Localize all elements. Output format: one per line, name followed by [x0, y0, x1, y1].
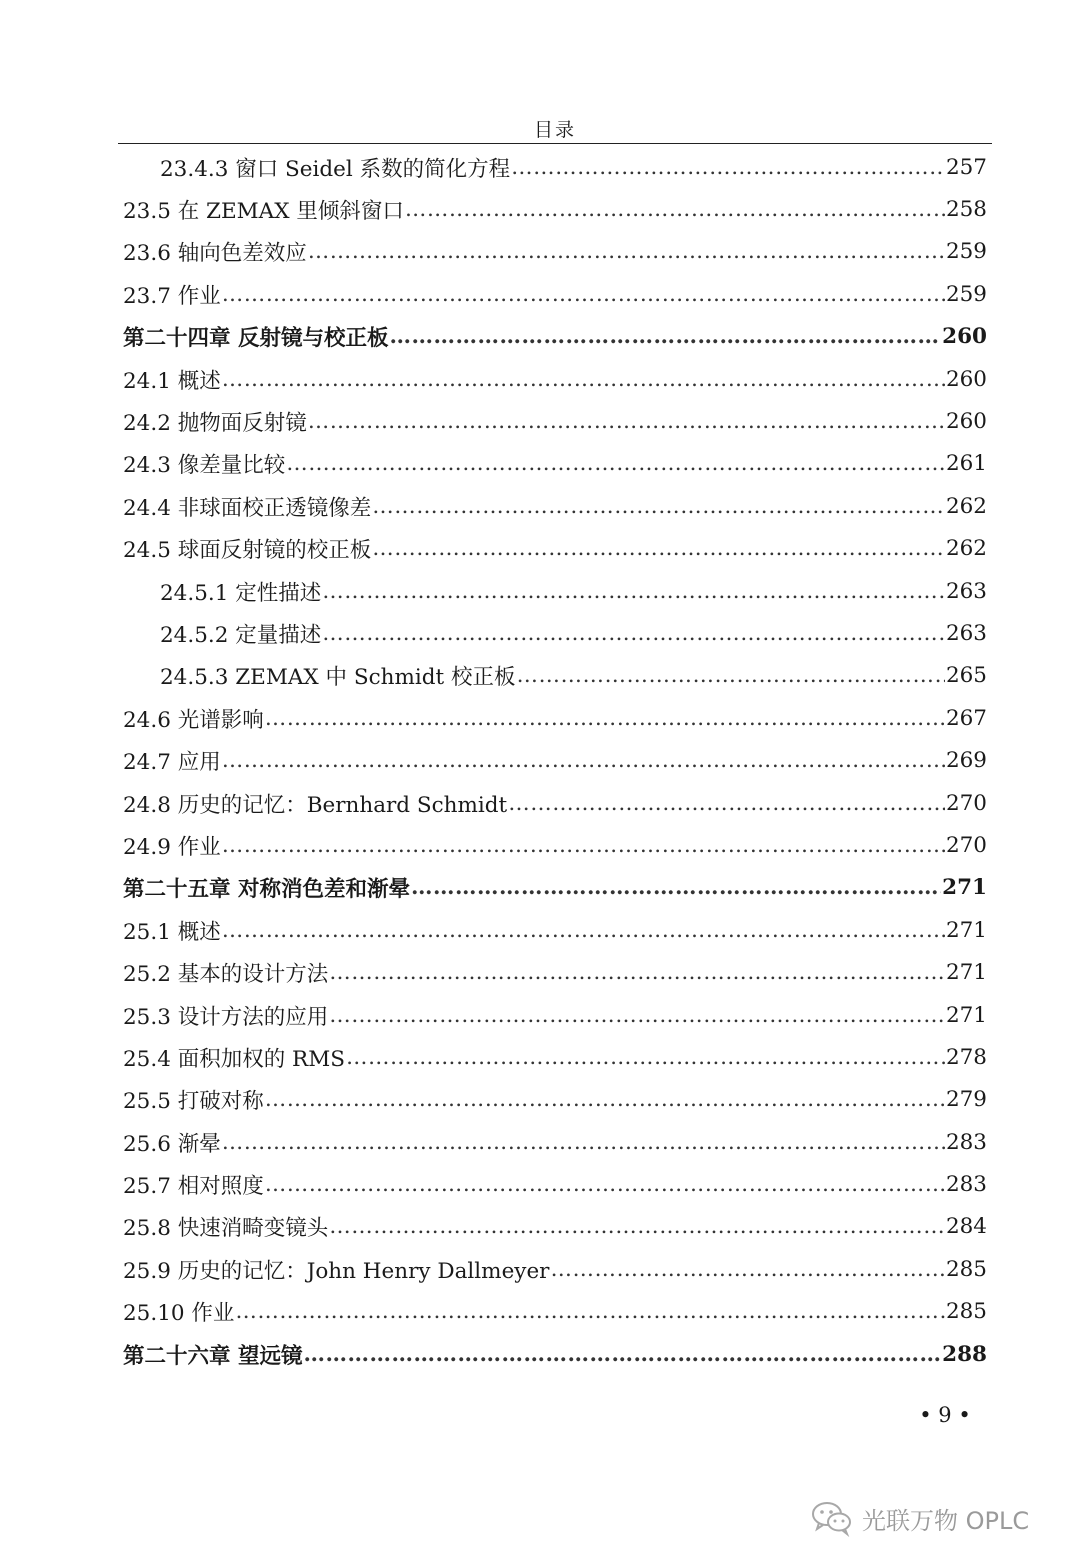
- toc-entry-page: 257: [945, 154, 987, 180]
- toc-entry-title: 25.8 快速消畸变镜头: [123, 1216, 329, 1242]
- toc-entry[interactable]: [0, 400, 1080, 442]
- toc-entry-page: 265: [945, 663, 987, 689]
- toc-entry[interactable]: [0, 612, 1080, 654]
- toc-entry-title: 25.5 打破对称: [123, 1089, 264, 1115]
- toc-entry-title: 24.5.1 定性描述: [160, 580, 322, 606]
- toc-entry[interactable]: [0, 1291, 1080, 1333]
- toc-entry-title: 24.5 球面反射镜的校正板: [123, 538, 372, 564]
- toc-entry-title: 25.1 概述: [123, 919, 221, 945]
- toc-dot-leader: [329, 960, 945, 985]
- watermark-text: 光联万物 OPLC: [862, 1506, 1030, 1535]
- toc-entry-page: 259: [945, 239, 987, 265]
- toc-entry-title: 第二十六章 望远镜: [123, 1343, 303, 1369]
- toc-entry-page: 269: [945, 748, 987, 774]
- toc-entry-page: 284: [945, 1214, 987, 1240]
- toc-dot-leader: [511, 155, 945, 180]
- toc-dot-leader: [265, 1172, 945, 1197]
- toc-dot-leader: [222, 748, 945, 773]
- toc-entry[interactable]: [0, 443, 1080, 485]
- toc-entry-page: 260: [945, 409, 987, 435]
- toc-entry-page: 285: [945, 1256, 987, 1282]
- toc-entry-page: 259: [945, 281, 987, 307]
- toc-entry-page: 263: [945, 620, 987, 646]
- toc-dot-leader: [286, 451, 945, 476]
- toc-entry[interactable]: [0, 188, 1080, 230]
- toc-entry-title: 25.2 基本的设计方法: [123, 962, 329, 988]
- toc-entry[interactable]: [0, 528, 1080, 570]
- toc-entry-page: 270: [945, 790, 987, 816]
- toc-entry-page: 288: [942, 1341, 987, 1367]
- toc-entry-title: 24.8 历史的记忆：Bernhard Schmidt: [123, 792, 508, 818]
- toc-entry-page: 263: [945, 578, 987, 604]
- toc-entry[interactable]: [0, 951, 1080, 993]
- toc-entry[interactable]: [0, 570, 1080, 612]
- toc-dot-leader: [222, 918, 945, 943]
- toc-entry[interactable]: [0, 994, 1080, 1036]
- toc-entry-title: 25.6 渐晕: [123, 1131, 221, 1157]
- toc-entry[interactable]: [0, 782, 1080, 824]
- toc-entry-page: 285: [945, 1299, 987, 1325]
- wechat-icon: [810, 1498, 854, 1538]
- toc-entry[interactable]: [0, 867, 1080, 909]
- toc-entry-title: 24.1 概述: [123, 368, 221, 394]
- toc-dot-leader: [508, 791, 945, 816]
- toc-entry[interactable]: [0, 358, 1080, 400]
- toc-entry-title: 第二十四章 反射镜与校正板: [123, 326, 389, 352]
- toc-entry-page: 260: [942, 324, 987, 350]
- toc-dot-leader: [322, 579, 945, 604]
- toc-entry-title: 25.3 设计方法的应用: [123, 1004, 329, 1030]
- toc-entry-title: 24.4 非球面校正透镜像差: [123, 495, 372, 521]
- toc-entry-page: 262: [945, 536, 987, 562]
- toc-entry-page: 271: [945, 1002, 987, 1028]
- header-rule: [118, 143, 992, 144]
- toc-entry-page: 283: [945, 1172, 987, 1198]
- page-number: • 9 •: [919, 1403, 971, 1427]
- toc-entry-title: 23.5 在 ZEMAX 里倾斜窗口: [123, 199, 404, 225]
- toc-dot-leader: [222, 833, 945, 858]
- toc-entry[interactable]: [0, 146, 1080, 188]
- toc-entry[interactable]: [0, 739, 1080, 781]
- toc-entry-title: 24.6 光谱影响: [123, 707, 264, 733]
- toc-dot-leader: [329, 1003, 945, 1028]
- toc-entry-title: 23.7 作业: [123, 283, 221, 309]
- toc-entry[interactable]: [0, 1333, 1080, 1375]
- toc-entry-title: 25.9 历史的记忆：John Henry Dallmeyer: [123, 1258, 550, 1284]
- toc-entry-title: 24.7 应用: [123, 750, 221, 776]
- toc-entry-page: 271: [942, 875, 987, 901]
- toc-entry[interactable]: [0, 1079, 1080, 1121]
- toc-entry-page: 271: [945, 960, 987, 986]
- toc-entry-title: 24.3 像差量比较: [123, 453, 286, 479]
- toc-entry-title: 23.4.3 窗口 Seidel 系数的简化方程: [160, 156, 511, 182]
- toc-entry[interactable]: [0, 231, 1080, 273]
- toc-entry[interactable]: [0, 1121, 1080, 1163]
- toc-dot-leader: [405, 197, 945, 222]
- toc-dot-leader: [550, 1257, 945, 1282]
- toc-entry[interactable]: [0, 1163, 1080, 1205]
- toc-dot-leader: [411, 875, 941, 900]
- toc-dot-leader: [222, 282, 945, 307]
- toc-entry[interactable]: [0, 824, 1080, 866]
- toc-dot-leader: [390, 324, 942, 349]
- toc-entry-title: 25.4 面积加权的 RMS: [123, 1046, 345, 1072]
- toc-dot-leader: [265, 1087, 945, 1112]
- toc-entry-title: 24.9 作业: [123, 834, 221, 860]
- toc-dot-leader: [308, 239, 945, 264]
- toc-entry[interactable]: [0, 1248, 1080, 1290]
- toc-entry-page: 262: [945, 493, 987, 519]
- toc-entry-title: 25.10 作业: [123, 1301, 235, 1327]
- toc-dot-leader: [372, 494, 945, 519]
- toc-entry[interactable]: [0, 485, 1080, 527]
- toc-entry[interactable]: [0, 273, 1080, 315]
- watermark: [810, 1498, 1029, 1538]
- toc-dot-leader: [517, 663, 945, 688]
- toc-dot-leader: [265, 706, 945, 731]
- toc-entry-page: 283: [945, 1129, 987, 1155]
- toc-dot-leader: [372, 536, 945, 561]
- toc-entry[interactable]: [0, 697, 1080, 739]
- toc-entry-title: 24.5.3 ZEMAX 中 Schmidt 校正板: [160, 665, 516, 691]
- table-of-contents: [0, 146, 1080, 1375]
- toc-dot-leader: [346, 1045, 945, 1070]
- toc-entry-title: 23.6 轴向色差效应: [123, 241, 307, 267]
- toc-entry[interactable]: [0, 316, 1080, 358]
- toc-dot-leader: [235, 1299, 945, 1324]
- toc-dot-leader: [329, 1214, 945, 1239]
- toc-dot-leader: [304, 1342, 942, 1367]
- toc-entry-title: 第二十五章 对称消色差和渐晕: [123, 877, 410, 903]
- toc-dot-leader: [222, 1130, 945, 1155]
- toc-dot-leader: [322, 621, 945, 646]
- toc-entry-page: 271: [945, 917, 987, 943]
- toc-entry[interactable]: [0, 1206, 1080, 1248]
- toc-entry-page: 258: [945, 197, 987, 223]
- toc-entry-title: 25.7 相对照度: [123, 1174, 264, 1200]
- toc-entry[interactable]: [0, 909, 1080, 951]
- toc-entry-page: 261: [945, 451, 987, 477]
- toc-entry-page: 270: [945, 832, 987, 858]
- toc-entry-page: 267: [945, 705, 987, 731]
- toc-entry-page: 278: [945, 1044, 987, 1070]
- toc-entry-title: 24.5.2 定量描述: [160, 622, 322, 648]
- toc-dot-leader: [308, 409, 945, 434]
- toc-entry[interactable]: [0, 1036, 1080, 1078]
- toc-entry-title: 24.2 抛物面反射镜: [123, 411, 307, 437]
- toc-entry-page: 279: [945, 1087, 987, 1113]
- toc-entry-page: 260: [945, 366, 987, 392]
- toc-dot-leader: [222, 367, 945, 392]
- page-header-title: 目录: [533, 119, 576, 141]
- toc-entry[interactable]: [0, 655, 1080, 697]
